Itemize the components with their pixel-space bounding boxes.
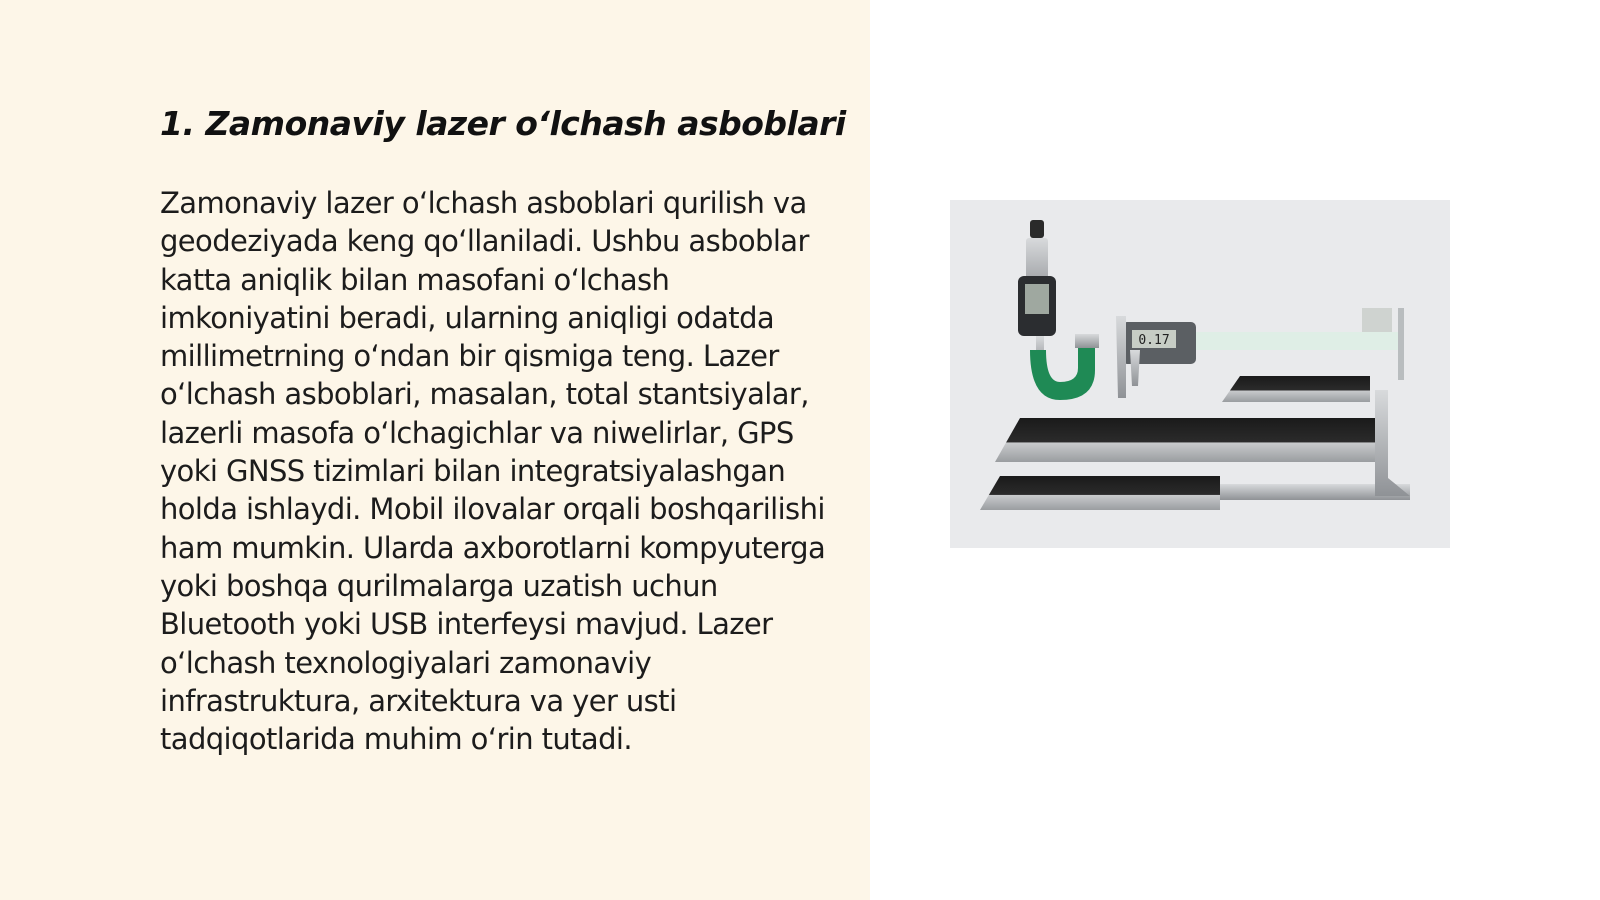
slide-body-text: Zamonaviy lazer o‘lchash asboblari qurilish va geodeziyada keng qo‘llaniladi. Ushbu asboblar katta aniqlik bilan masofani o‘lchash imkoniyatini beradi, ularning aniqligi odatda millimetrning o‘ndan bir qismiga teng. Lazer o‘lchash asboblari, masalan, total stantsiyalar, lazerli masofa o‘lchagichlar va niwelirlar, GPS yoki GNSS tizimlari bilan integratsiyalashgan holda ishlaydi. Mobil ilovalar orqali boshqarilishi ham mumkin. Ularda axborotlarni kompyuterga yoki boshqa qurilmalarga uzatish uchun Bluetooth yoki USB interfeysi mavjud. Lazer o‘lchash texnologiyalari zamonaviy infrastruktura, arxitektura va yer usti tadqiqotlarida muhim o‘rin tutadi. [160, 186, 826, 757]
measuring-tools-photo [950, 200, 1450, 548]
caliper-display-text: 0.17 [1138, 333, 1170, 348]
slide-title: 1. Zamonaviy lazer o‘lchash asboblari [160, 104, 846, 143]
measuring-tools-illustration [950, 200, 1450, 548]
